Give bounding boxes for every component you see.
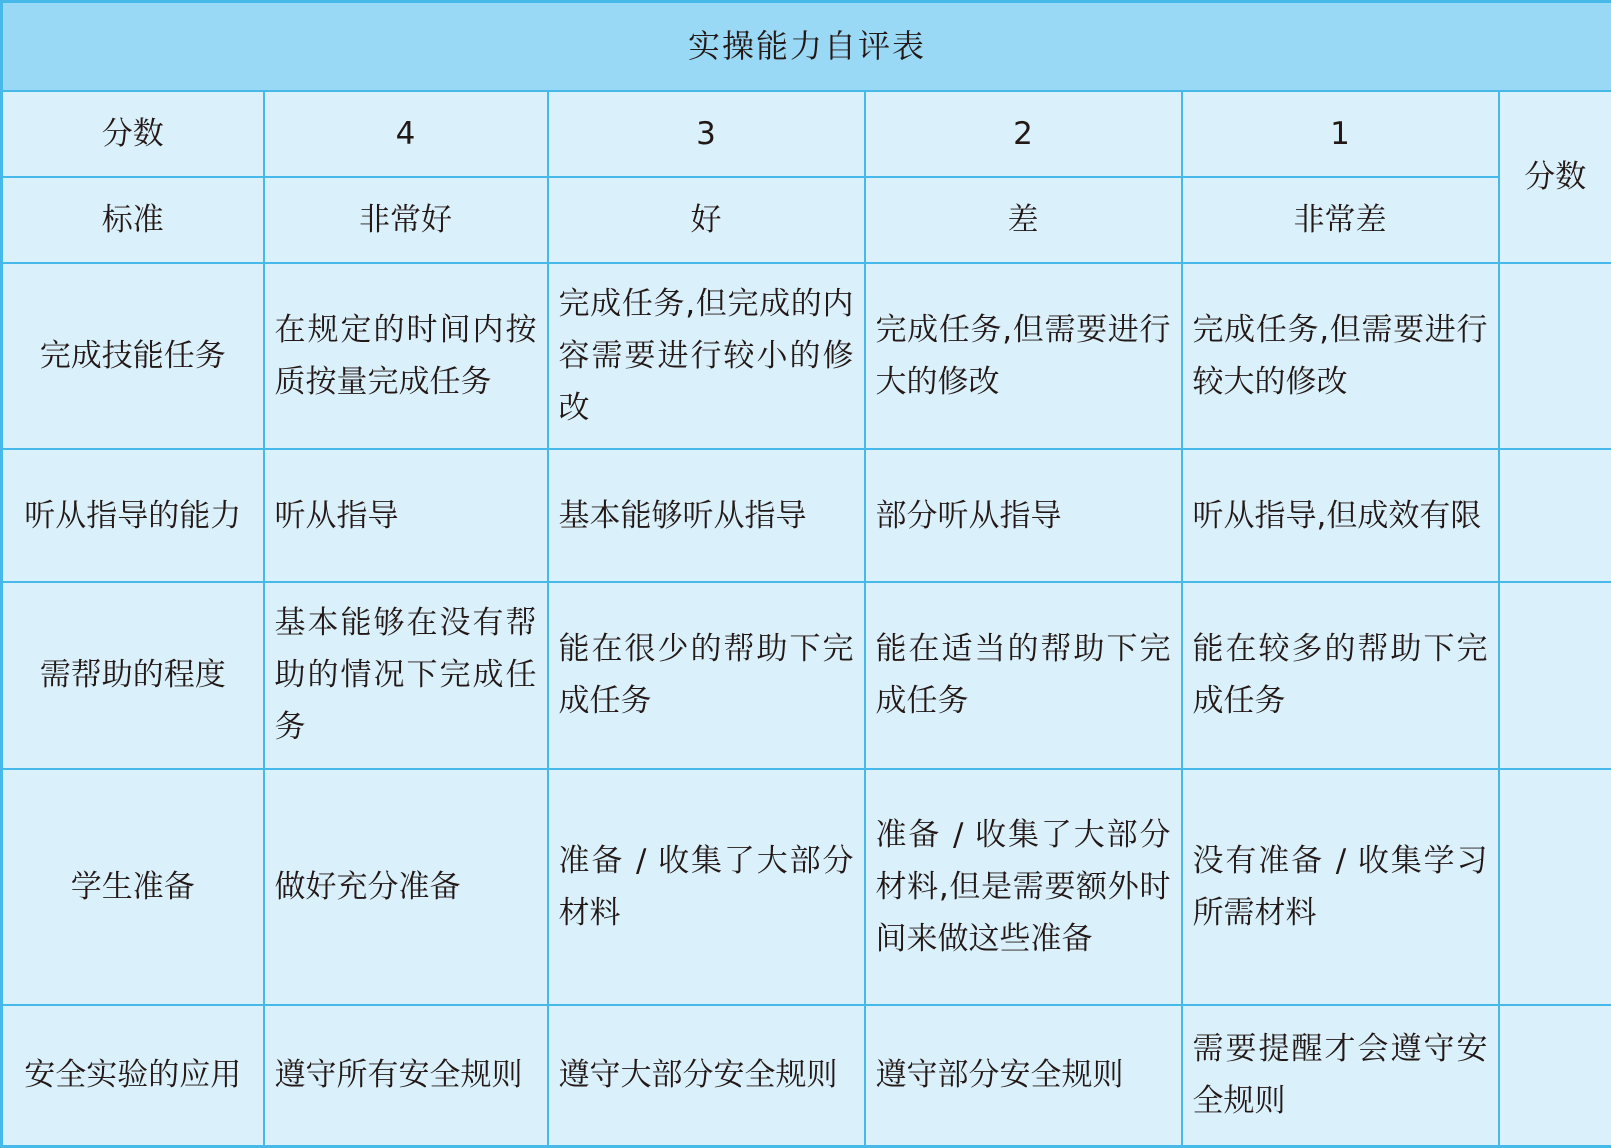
table-row	[2, 769, 1611, 1005]
table-row	[2, 582, 1611, 768]
criteria-cell: 没有准备 / 收集学习所需材料	[1182, 769, 1499, 1005]
score-4: 4	[264, 91, 548, 177]
score-input-cell[interactable]	[1499, 263, 1611, 449]
row-label-skill-task: 完成技能任务	[2, 263, 264, 449]
row-label-follow-guidance: 听从指导的能力	[2, 449, 264, 582]
criteria-cell: 遵守大部分安全规则	[548, 1005, 865, 1147]
standard-header-row	[2, 177, 1611, 263]
row-label-safety: 安全实验的应用	[2, 1005, 264, 1147]
score-input-cell[interactable]	[1499, 769, 1611, 1005]
row-label-student-preparation: 学生准备	[2, 769, 264, 1005]
standard-very-poor: 非常差	[1182, 177, 1499, 263]
score-input-cell[interactable]	[1499, 582, 1611, 768]
standard-good: 好	[548, 177, 865, 263]
row-label-help-needed: 需帮助的程度	[2, 582, 264, 768]
criteria-cell: 准备 / 收集了大部分材料,但是需要额外时间来做这些准备	[865, 769, 1182, 1005]
criteria-cell: 需要提醒才会遵守安全规则	[1182, 1005, 1499, 1147]
score-input-cell[interactable]	[1499, 449, 1611, 582]
criteria-cell: 部分听从指导	[865, 449, 1182, 582]
criteria-cell: 准备 / 收集了大部分材料	[548, 769, 865, 1005]
criteria-cell: 基本能够在没有帮助的情况下完成任务	[264, 582, 548, 768]
score-column-header: 分数	[1499, 91, 1611, 263]
score-input-cell[interactable]	[1499, 1005, 1611, 1147]
criteria-cell: 遵守所有安全规则	[264, 1005, 548, 1147]
criteria-cell: 听从指导	[264, 449, 548, 582]
score-header-row	[2, 91, 1611, 177]
criteria-cell: 做好充分准备	[264, 769, 548, 1005]
score-2: 2	[865, 91, 1182, 177]
table-row	[2, 1005, 1611, 1147]
score-3: 3	[548, 91, 865, 177]
table-row	[2, 449, 1611, 582]
criteria-cell: 遵守部分安全规则	[865, 1005, 1182, 1147]
criteria-cell: 基本能够听从指导	[548, 449, 865, 582]
criteria-cell: 能在很少的帮助下完成任务	[548, 582, 865, 768]
standard-very-good: 非常好	[264, 177, 548, 263]
criteria-cell: 听从指导,但成效有限	[1182, 449, 1499, 582]
standard-label: 标准	[2, 177, 264, 263]
table-row	[2, 263, 1611, 449]
standard-poor: 差	[865, 177, 1182, 263]
criteria-cell: 能在适当的帮助下完成任务	[865, 582, 1182, 768]
criteria-cell: 完成任务,但完成的内容需要进行较小的修改	[548, 263, 865, 449]
score-1: 1	[1182, 91, 1499, 177]
criteria-cell: 完成任务,但需要进行较大的修改	[1182, 263, 1499, 449]
score-label: 分数	[2, 91, 264, 177]
criteria-cell: 完成任务,但需要进行大的修改	[865, 263, 1182, 449]
criteria-cell: 能在较多的帮助下完成任务	[1182, 582, 1499, 768]
criteria-cell: 在规定的时间内按质按量完成任务	[264, 263, 548, 449]
table-title: 实操能力自评表	[2, 2, 1611, 91]
